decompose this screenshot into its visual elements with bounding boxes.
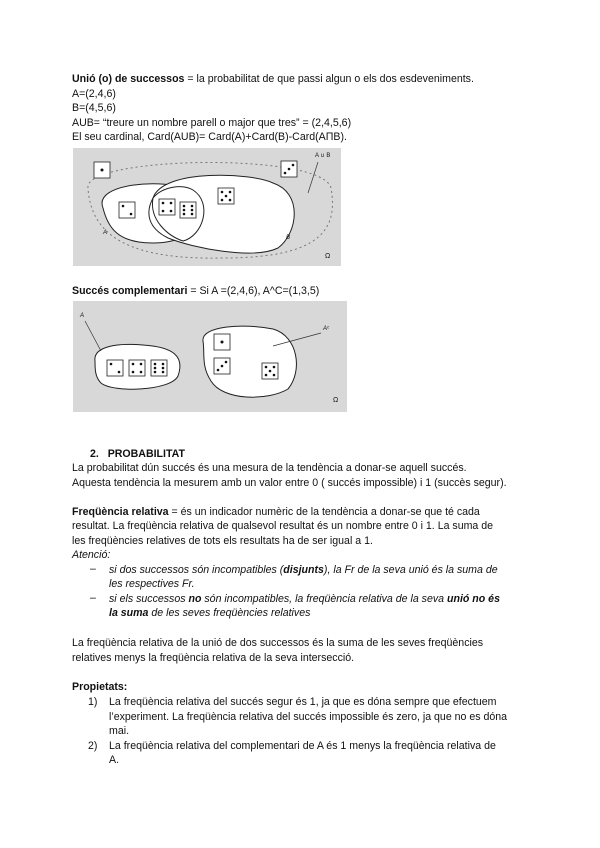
- complement-definition: [72, 284, 319, 298]
- complement-title: Succés complementari: [72, 285, 188, 297]
- property-2-line1: La freqüència relativa del complementari de A és 1 menys la freqüència relativa de: [109, 740, 496, 752]
- bullet-dash: –: [90, 592, 96, 604]
- set-b-line: B=(4,5,6): [72, 102, 116, 114]
- bullet-1: [109, 563, 498, 577]
- union-title-rest: = la probabilitat de que passi algun o els dos esdeveniments.: [184, 73, 474, 85]
- property-1-line3: mai.: [109, 725, 130, 737]
- list-number-1: 1): [88, 696, 98, 708]
- section-number: 2.: [90, 448, 99, 460]
- label-omega: Ω: [333, 397, 339, 404]
- die-4-icon: [159, 199, 175, 215]
- bullet-2-text-b: són incompatibles, la freqüència relativa de la seva: [201, 593, 447, 605]
- bullet-2-text-a: si els successos: [109, 593, 189, 605]
- die-6-icon: [151, 360, 167, 376]
- bullet-2-cont: [109, 606, 310, 620]
- probability-p1: La probabilitat dún succés és una mesura de la tendència a donar-se aquell succés.: [72, 462, 467, 474]
- bullet-1-text-a: si dos successos són incompatibles (: [109, 564, 284, 576]
- relfreq-title: Freqüència relativa: [72, 506, 169, 518]
- union-freq-p2: relatives menys la freqüència relativa de la seva intersecció.: [72, 652, 355, 664]
- property-1-line2: l’experiment. La freqüència relativa del succés impossible és zero, ja que no es dóna: [109, 711, 508, 723]
- label-b: B: [286, 235, 291, 241]
- union-freq-p1: La freqüència relativa de la unió de dos successos és la suma de les seves freqüències: [72, 637, 484, 649]
- die-2-icon: [107, 360, 123, 376]
- bullet-dash: –: [90, 563, 96, 575]
- die-6-icon: [180, 202, 196, 218]
- complement-diagram: [73, 301, 347, 412]
- properties-title: Propietats:: [72, 681, 128, 693]
- relfreq-line3: les freqüències relatives de tots els resultats ha de ser igual a 1.: [72, 535, 373, 547]
- section-heading: [90, 447, 185, 461]
- bullet-1-cont: les respectives Fr.: [109, 578, 195, 590]
- complement-title-rest: = Si A =(2,4,6), A^C=(1,3,5): [187, 285, 320, 297]
- bullet-2-text-c: de les seves freqüències relatives: [148, 607, 311, 619]
- bullet-1-bold: disjunts: [283, 564, 324, 576]
- label-a: A: [80, 313, 85, 319]
- label-omega: Ω: [325, 253, 331, 260]
- union-venn-figure: [73, 148, 341, 266]
- label-aub: A ∪ B: [315, 153, 331, 159]
- union-title: Unió (o) de successos: [72, 73, 185, 85]
- list-number-2: 2): [88, 740, 98, 752]
- property-2-line2: A.: [109, 754, 120, 766]
- label-ac: Aᶜ: [323, 326, 330, 332]
- bullet-1-text-b: ), la Fr de la seva unió és la suma de: [323, 564, 498, 576]
- section-title: PROBABILITAT: [107, 448, 185, 460]
- probability-p2: Aquesta tendència la mesurem amb un valor entre 0 ( succés impossible) i 1 (succès segur).: [72, 477, 507, 489]
- die-4-icon: [129, 360, 145, 376]
- relfreq-line2: resultat. La freqüència relativa de qualsevol resultat és un nombre entre 0 i 1. La suma de: [72, 520, 494, 532]
- property-1-line1: La freqüència relativa del succés segur és 1, ja que es dóna sempre que efectuem: [109, 696, 497, 708]
- label-a: A: [103, 230, 108, 236]
- atencio-label: Atenció:: [72, 549, 111, 561]
- union-definition: [72, 72, 474, 86]
- union-venn-diagram: [73, 148, 341, 266]
- die-2-icon: [119, 202, 135, 218]
- relfreq-definition: [72, 505, 480, 519]
- cardinal-line: El seu cardinal, Card(AUB)= Card(A)+Card(B)-Card(AΠB).: [72, 131, 347, 143]
- aub-line: AUB= “treure un nombre parell o major que tres” = (2,4,5,6): [72, 117, 352, 129]
- complement-figure: [73, 301, 347, 412]
- set-a-line: A=(2,4,6): [72, 88, 116, 100]
- bullet-2-bold-sum: la suma: [109, 607, 149, 619]
- relfreq-title-rest: = és un indicador numèric de la tendència a donar-se que té cada: [168, 506, 480, 518]
- bullet-2-bold-union: unió no és: [447, 593, 500, 605]
- bullet-2: [109, 592, 500, 606]
- bullet-2-bold-no: no: [188, 593, 202, 605]
